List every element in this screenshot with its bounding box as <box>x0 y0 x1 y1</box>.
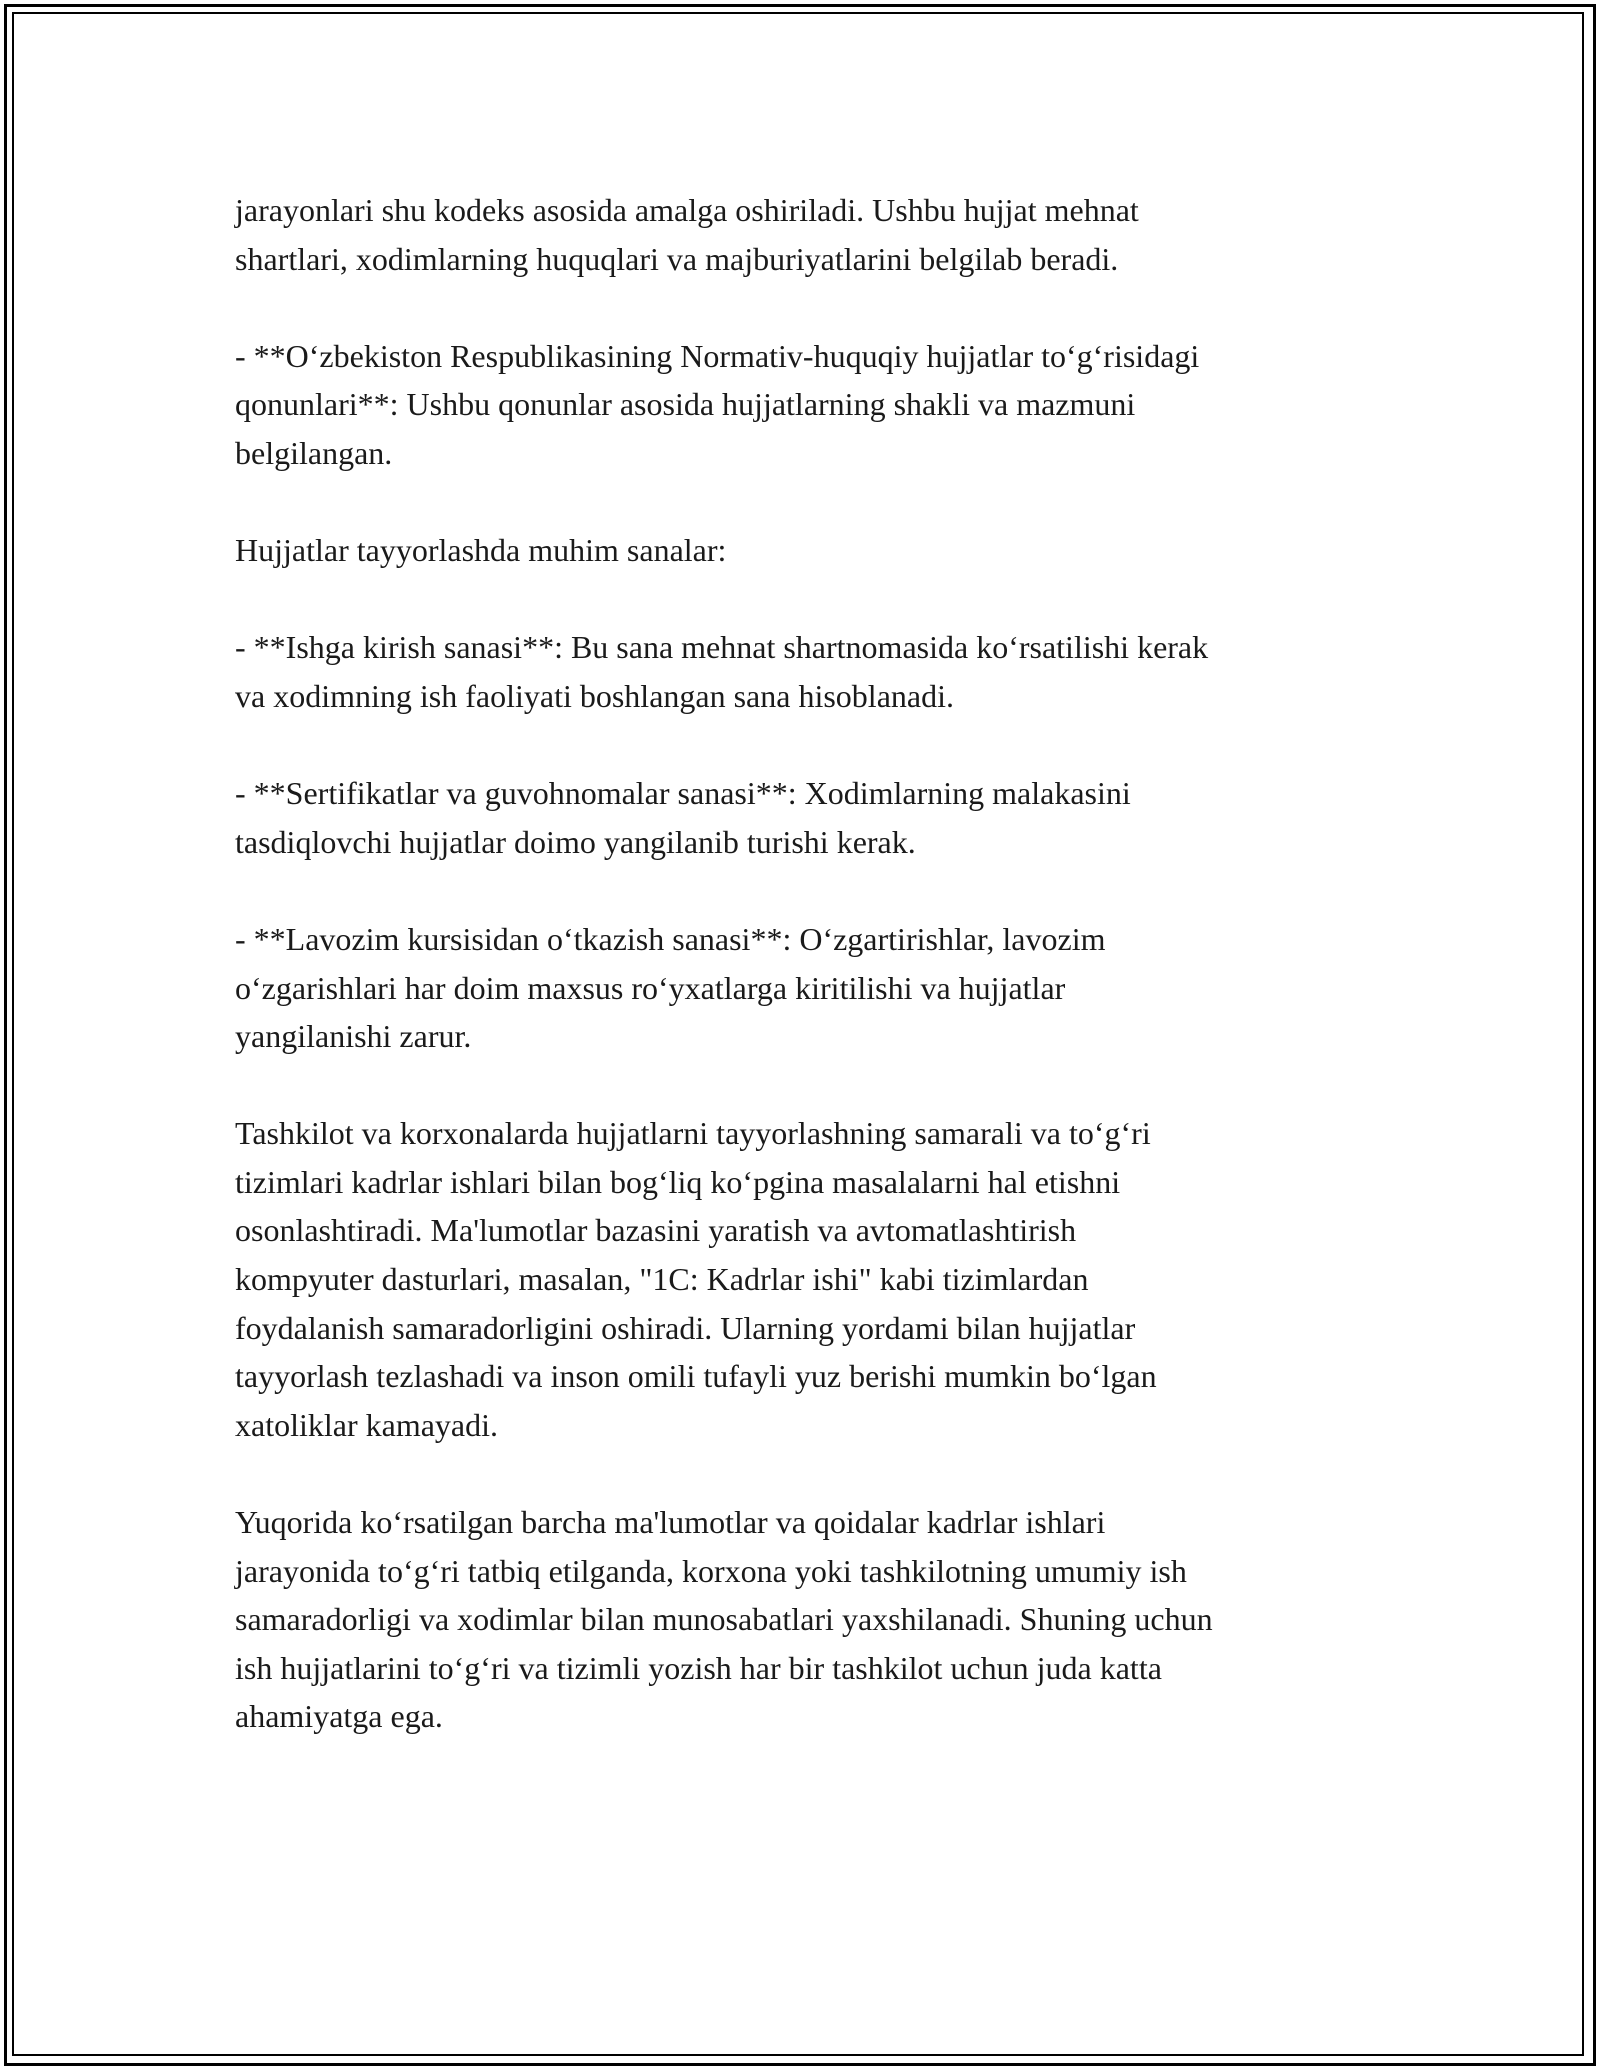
document-body <box>235 186 1375 1790</box>
text-line: - **Lavozim kursisidan o‘tkazish sanasi**: O‘zgartirishlar, lavozim <box>235 920 1106 957</box>
paragraph-intro-continuation <box>235 186 1375 283</box>
text-line: foydalanish samaradorligini oshiradi. Ularning yordami bilan hujjatlar <box>235 1309 1136 1346</box>
text-line: - **Sertifikatlar va guvohnomalar sanasi**: Xodimlarning malakasini <box>235 775 1131 812</box>
list-item-transfer-date <box>235 915 1375 1061</box>
list-item-normative-laws <box>235 332 1375 478</box>
section-heading-important-dates <box>235 526 1375 575</box>
text-line: Yuqorida ko‘rsatilgan barcha ma'lumotlar va qoidalar kadrlar ishlari <box>235 1504 1106 1541</box>
text-line: kompyuter dasturlari, masalan, "1C: Kadrlar ishi" kabi tizimlardan <box>235 1261 1089 1298</box>
text-line: Hujjatlar tayyorlashda muhim sanalar: <box>235 532 727 569</box>
text-line: osonlashtiradi. Ma'lumotlar bazasini yaratish va avtomatlashtirish <box>235 1212 1077 1249</box>
text-line: tizimlari kadrlar ishlari bilan bog‘liq ko‘pgina masalalarni hal etishni <box>235 1163 1121 1200</box>
paragraph-conclusion <box>235 1498 1375 1741</box>
text-line: o‘zgarishlari har doim maxsus ro‘yxatlarga kiritilishi va hujjatlar <box>235 969 1066 1006</box>
text-line: shartlari, xodimlarning huquqlari va majburiyatlarini belgilab beradi. <box>235 240 1119 277</box>
text-line: tasdiqlovchi hujjatlar doimo yangilanib turishi kerak. <box>235 823 916 860</box>
text-line: qonunlari**: Ushbu qonunlar asosida hujjatlarning shakli va mazmuni <box>235 386 1136 423</box>
text-line: jarayonida to‘g‘ri tatbiq etilganda, korxona yoki tashkilotning umumiy ish <box>235 1552 1187 1589</box>
text-line: belgilangan. <box>235 434 393 471</box>
text-line: - **Ishga kirish sanasi**: Bu sana mehnat shartnomasida ko‘rsatilishi kerak <box>235 629 1209 666</box>
text-line: Tashkilot va korxonalarda hujjatlarni tayyorlashning samarali va to‘g‘ri <box>235 1115 1151 1152</box>
text-line: jarayonlari shu kodeks asosida amalga oshiriladi. Ushbu hujjat mehnat <box>235 192 1139 228</box>
text-line: yangilanishi zarur. <box>235 1018 472 1055</box>
text-line: tayyorlash tezlashadi va inson omili tufayli yuz berishi mumkin bo‘lgan <box>235 1358 1157 1395</box>
text-line: ahamiyatga ega. <box>235 1698 443 1735</box>
text-line: ish hujjatlarini to‘g‘ri va tizimli yozish har bir tashkilot uchun juda katta <box>235 1649 1162 1686</box>
text-line: samaradorligi va xodimlar bilan munosabatlari yaxshilanadi. Shuning uchun <box>235 1601 1213 1638</box>
text-line: - **O‘zbekiston Respublikasining Normativ-huquqiy hujjatlar to‘g‘risidagi <box>235 337 1200 374</box>
text-line: xatoliklar kamayadi. <box>235 1406 499 1443</box>
text-line: va xodimning ish faoliyati boshlangan sana hisoblanadi. <box>235 677 954 714</box>
paragraph-document-systems <box>235 1109 1375 1449</box>
list-item-certificates-date <box>235 769 1375 866</box>
list-item-hiring-date <box>235 623 1375 720</box>
